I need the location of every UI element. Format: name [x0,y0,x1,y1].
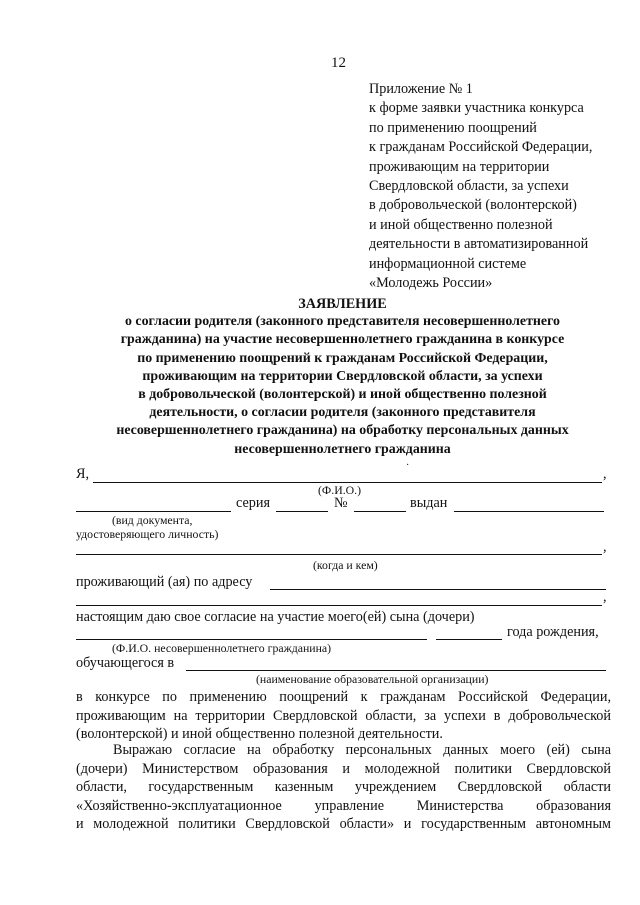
comma: , [603,539,607,555]
paragraph-line: в конкурсе по применению поощрений к гражданам Российской Федерации, [76,689,611,705]
residing-label: проживающий (ая) по адресу [76,574,253,590]
comma: , [603,589,607,605]
series-field[interactable] [276,511,328,512]
organization-field[interactable] [186,670,606,671]
paragraph-line: (волонтерской) и иной общественно полезной деятельности. [76,726,443,743]
minor-fio-caption: (Ф.И.О. несовершеннолетнего гражданина) [112,641,332,655]
by-whom-caption: (когда и кем) [313,558,378,572]
paragraph-line: (дочери) Министерством образования и молодежной политики Свердловской [76,760,611,777]
title-line: проживающим на территории Свердловской области, за успехи [142,368,543,384]
appendix-line: деятельности в автоматизированной [369,236,589,253]
seria-label: серия [236,495,270,511]
title-line: несовершеннолетнего гражданина [234,441,451,457]
birth-year-label: года рождения, [507,624,599,640]
consent-text: настоящим даю свое согласие на участие моего(ей) сына (дочери) [76,609,475,625]
appendix-line: информационной системе [369,255,527,272]
birth-year-field[interactable] [436,639,502,640]
paragraph [76,741,611,834]
ya-label: Я, [76,466,90,482]
appendix-line: и иной общественно полезной [369,216,553,233]
org-caption: (наименование образовательной организации) [256,672,489,686]
paragraph-line: проживающим на территории Свердловской области, за успехи в добровольческой [76,707,611,724]
studying-label: обучающегося в [76,655,175,671]
paragraph-line: области, государственным казенным учреждением Свердловской области [76,779,611,796]
appendix-line: к гражданам Российской Федерации, [369,139,593,156]
doc-caption: (вид документа, [112,513,193,527]
paragraph [76,688,611,744]
appendix-block [369,80,629,293]
title-line: в добровольческой (волонтерской) и иной общественно полезной [138,387,547,403]
paragraph-line: и молодежной политики Свердловской области» и государственным автономным [76,816,611,833]
appendix-line: в добровольческой (волонтерской) [369,197,577,214]
appendix-line: проживающим на территории [369,158,550,175]
comma: , [603,466,607,482]
appendix-line: к форме заявки участника конкурса [369,100,584,117]
appendix-line: Свердловской области, за успехи [369,178,569,195]
paragraph-line: Выражаю согласие на обработку персональных данных моего (ей) сына [113,742,611,758]
paragraph-line: «Хозяйственно-эксплуатационное управление Министерства образования [76,797,611,814]
appendix-line: по применению поощрений [369,119,537,136]
title-line: гражданина) на участие несовершеннолетнего гражданина в конкурсе [120,332,565,348]
title-line: по применению поощрений к гражданам Российской Федерации, [137,350,548,366]
number-field[interactable] [354,511,406,512]
by-whom-field[interactable] [76,554,602,555]
doc-type-field[interactable] [76,511,231,512]
address-field-2[interactable] [76,605,602,606]
issued-field[interactable] [454,511,604,512]
appendix-line: «Молодежь России» [369,275,493,292]
page-number: 12 [331,55,346,71]
title-line: о согласии родителя (законного представителя несовершеннолетнего [125,314,560,330]
title-heading: ЗАЯВЛЕНИЕ [298,296,387,312]
speck: · [406,460,410,471]
doc-caption: удостоверяющего личность) [76,527,219,541]
appendix-line: Приложение № 1 [369,81,473,97]
title-line: несовершеннолетнего гражданина) на обработку персональных данных [116,423,569,439]
address-field[interactable] [270,589,606,590]
fio-caption: (Ф.И.О.) [318,483,362,497]
document-title [60,295,625,459]
minor-fio-field[interactable] [76,639,427,640]
number-label: № [334,495,348,511]
issued-label: выдан [410,495,448,511]
title-line: деятельности, о согласии родителя (законного представителя [149,405,536,421]
